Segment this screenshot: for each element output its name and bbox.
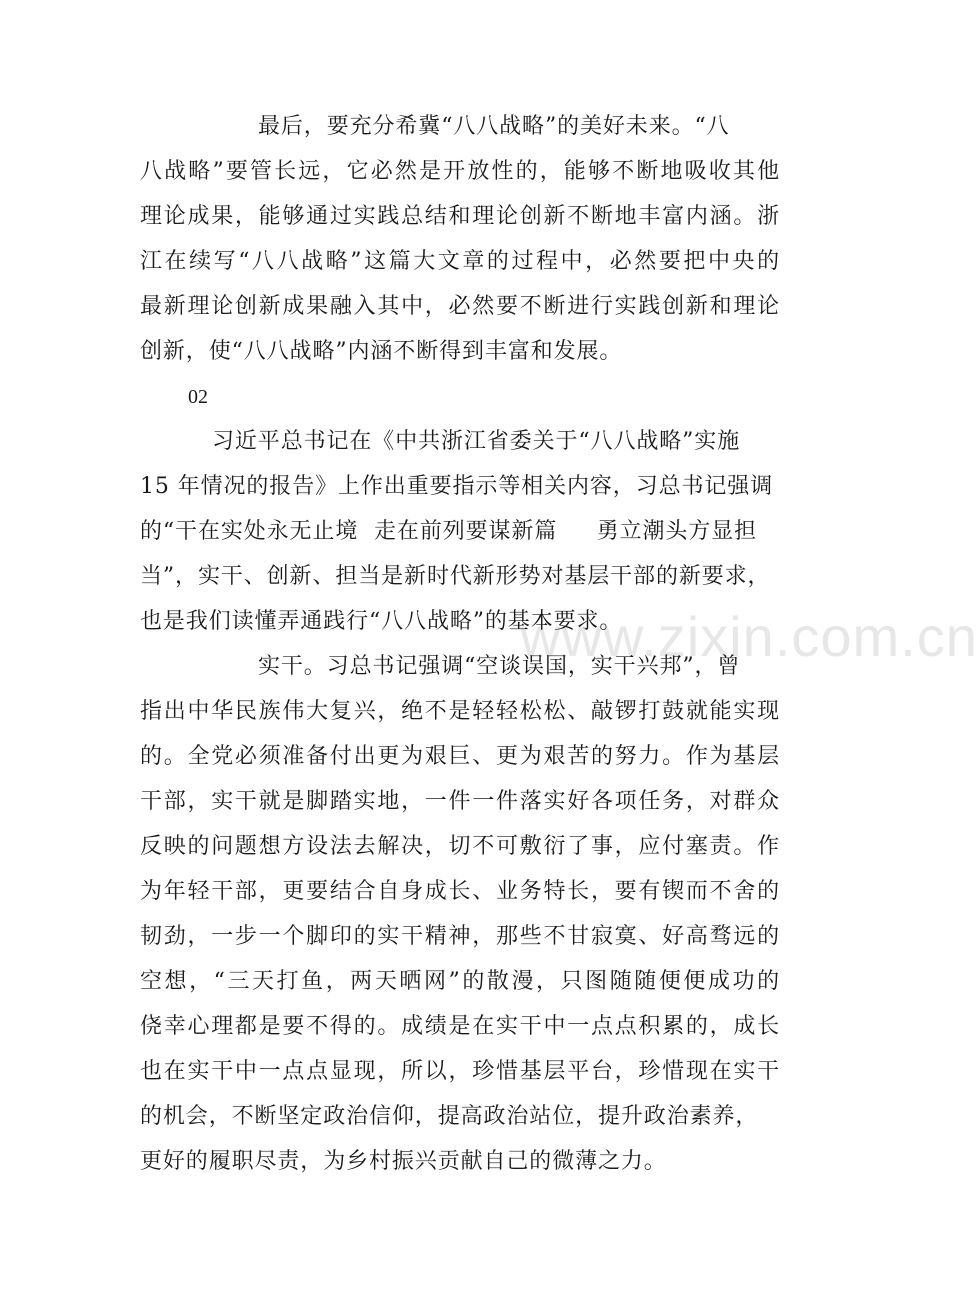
paragraph-line: 也是我们读懂弄通践行“八八战略”的基本要求。	[140, 609, 623, 634]
paragraph-line: 最后，要充分希冀“八八战略”的美好未来。“八	[258, 114, 730, 139]
paragraph-line: 实干。习总书记强调“空谈误国，实干兴邦”，曾	[258, 654, 741, 679]
paragraph-line: 当”，实干、创新、担当是新时代新形势对基层干部的新要求，	[140, 564, 771, 589]
paragraph-line: 侥幸心理都是要不得的。成绩是在实干中一点点积累的，成长	[140, 1014, 780, 1039]
watermark: www.zixin.com.cn	[520, 605, 978, 668]
paragraph-line: 干部，实干就是脚踏实地，一件一件落实好各项任务，对群众	[140, 789, 780, 814]
paragraph-line: 15 年情况的报告》上作出重要指示等相关内容，习总书记强调	[140, 474, 774, 499]
paragraph-line: 也在实干中一点点显现，所以，珍惜基层平台，珍惜现在实干	[140, 1059, 780, 1084]
paragraph-line: 的。全党必须准备付出更为艰巨、更为艰苦的努力。作为基层	[140, 744, 780, 769]
paragraph-line: 空想，“三天打鱼，两天晒网”的散漫，只图随随便便成功的	[140, 969, 780, 994]
paragraph-line: 最新理论创新成果融入其中，必然要不断进行实践创新和理论	[140, 294, 780, 319]
paragraph-line: 指出中华民族伟大复兴，绝不是轻轻松松、敲锣打鼓就能实现	[140, 699, 780, 724]
paragraph-line: 江在续写“八八战略”这篇大文章的过程中，必然要把中央的	[140, 249, 780, 274]
paragraph-line: 更好的履职尽责，为乡村振兴贡献自己的微薄之力。	[140, 1149, 667, 1174]
paragraph-line: 创新，使“八八战略”内涵不断得到丰富和发展。	[140, 339, 623, 364]
paragraph-line: 的“干在实处永无止境 走在前列要谋新篇 勇立潮头方显担	[140, 519, 758, 544]
paragraph-line: 反映的问题想方设法去解决，切不可敷衍了事，应付塞责。作	[140, 834, 780, 859]
paragraph-line: 为年轻干部，更要结合自身成长、业务特长，要有锲而不舍的	[140, 879, 780, 904]
paragraph-line: 习近平总书记在《中共浙江省委关于“八八战略”实施	[212, 429, 741, 454]
section-marker: 02	[188, 386, 208, 408]
paragraph-line: 八战略”要管长远，它必然是开放性的，能够不断地吸收其他	[140, 159, 780, 184]
paragraph-line: 的机会，不断坚定政治信仰，提高政治站位，提升政治素养，	[140, 1104, 759, 1129]
paragraph-line: 理论成果，能够通过实践总结和理论创新不断地丰富内涵。浙	[140, 204, 780, 229]
paragraph-line: 韧劲，一步一个脚印的实干精神，那些不甘寂寞、好高骛远的	[140, 924, 780, 949]
